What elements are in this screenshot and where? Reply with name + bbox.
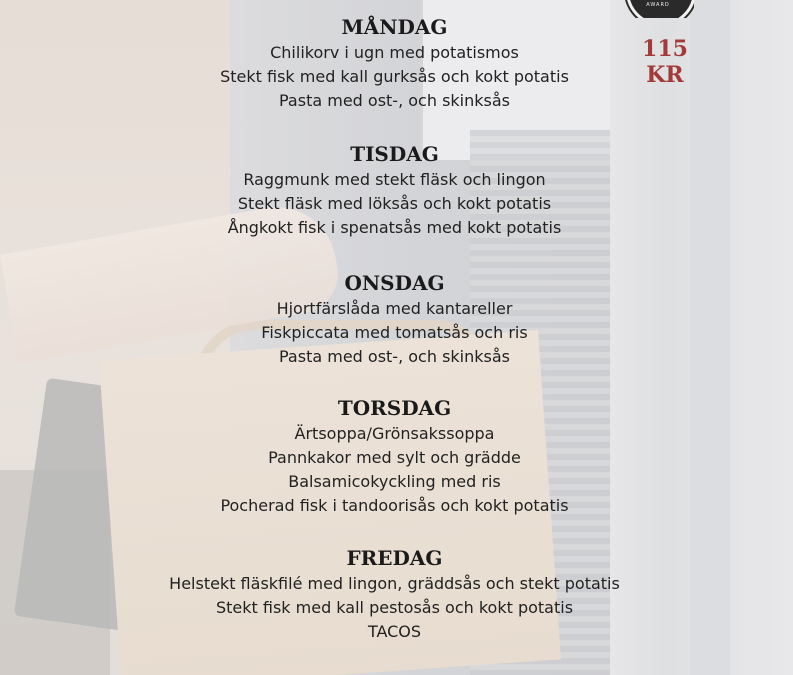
dish-item: Chilikorv i ugn med potatismos bbox=[270, 43, 519, 62]
dish-item: Stekt fläsk med löksås och kokt potatis bbox=[237, 194, 552, 213]
day-wednesday bbox=[0, 269, 791, 369]
dish-item: Pocherad fisk i tandoorisås och kokt potatis bbox=[220, 496, 569, 515]
dish-item: Pasta med ost-, och skinksås bbox=[279, 347, 510, 366]
day-monday bbox=[0, 13, 791, 113]
dish-item: Pasta med ost-, och skinksås bbox=[279, 91, 510, 110]
day-friday bbox=[0, 544, 791, 644]
day-title: MÅNDAG bbox=[341, 15, 448, 39]
day-thursday bbox=[0, 394, 791, 518]
dish-item: Hjortfärslåda med kantareller bbox=[276, 299, 513, 318]
dish-item: Pannkakor med sylt och grädde bbox=[268, 448, 521, 467]
day-title: FREDAG bbox=[346, 546, 443, 570]
dish-item: Ångkokt fisk i spenatsås med kokt potatis bbox=[227, 218, 562, 237]
dish-item: Stekt fisk med kall gurksås och kokt potatis bbox=[220, 67, 569, 86]
day-tuesday bbox=[0, 140, 791, 240]
dish-item: Helstekt fläskfilé med lingon, gräddsås och stekt potatis bbox=[169, 574, 620, 593]
award-badge-icon: AWARD bbox=[622, 0, 694, 18]
day-title: ONSDAG bbox=[344, 271, 445, 295]
day-title: TISDAG bbox=[350, 142, 439, 166]
dish-item: Balsamicokyckling med ris bbox=[288, 472, 501, 491]
dish-item: TACOS bbox=[367, 622, 422, 641]
dish-item: Stekt fisk med kall pestosås och kokt potatis bbox=[215, 598, 574, 617]
day-title: TORSDAG bbox=[337, 396, 452, 420]
dish-item: Raggmunk med stekt fläsk och lingon bbox=[243, 170, 546, 189]
price-label: 115 KR bbox=[642, 36, 688, 88]
dish-item: Fiskpiccata med tomatsås och ris bbox=[261, 323, 528, 342]
dish-item: Ärtsoppa/Grönsakssoppa bbox=[294, 424, 495, 443]
